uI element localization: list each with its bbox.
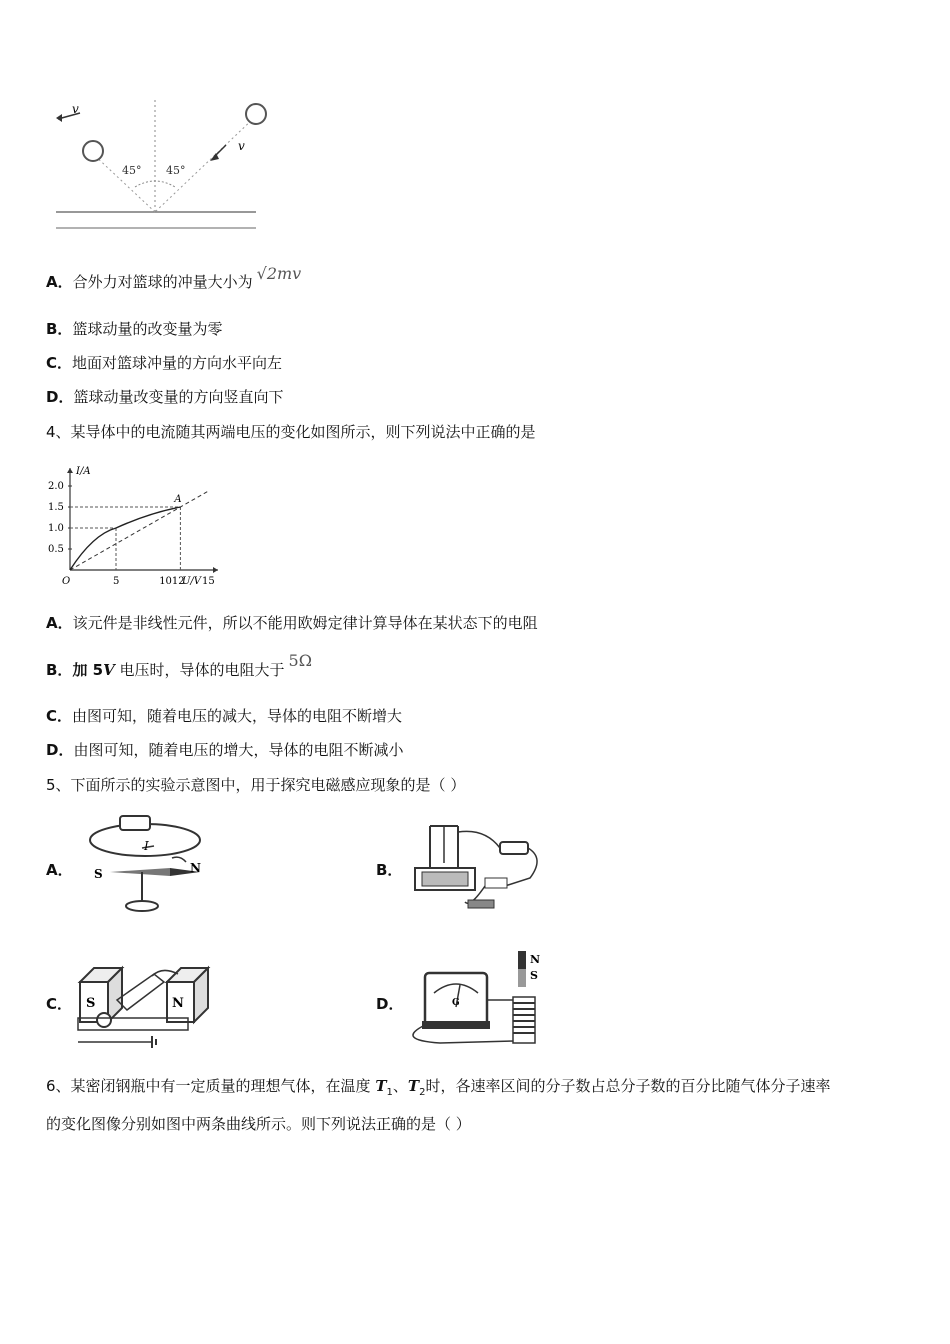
q4-option-c xyxy=(46,706,402,726)
q5-stem: 5、下面所示的实验示意图中，用于探究电磁感应现象的是（ ） xyxy=(46,776,466,794)
angle-label-left: 45° xyxy=(122,164,142,177)
q6-stem-line2: 的变化图像分别如图中两条曲线所示。则下列说法正确的是（ ） xyxy=(46,1115,471,1133)
temp-t2-sub: 2 xyxy=(419,1087,426,1098)
q5-figure-c xyxy=(72,952,217,1057)
q4-stem: 4、某导体中的电流随其两端电压的变化如图所示，则下列说法中正确的是 xyxy=(46,423,536,441)
ball-left xyxy=(83,141,103,161)
velocity-label-left: v xyxy=(72,102,79,116)
rheostat-icon xyxy=(468,900,494,908)
current-label: I xyxy=(144,839,149,853)
option-text: 篮球动量的改变量为零 xyxy=(72,320,223,338)
velocity-arrow-right xyxy=(214,145,226,157)
temp-t1-sub: 1 xyxy=(386,1087,393,1098)
q3-option-c xyxy=(46,353,282,373)
arrow-head-left xyxy=(56,114,62,122)
iv-chart xyxy=(44,450,224,585)
option-text: 电压时，导体的电阻大于 xyxy=(114,661,285,679)
compass-needle xyxy=(110,868,170,876)
q5-figure-a xyxy=(80,810,230,920)
option-label: D． xyxy=(46,388,74,406)
basketball-bounce-figure xyxy=(40,95,280,235)
temp-t1: T xyxy=(375,1077,387,1095)
reflected-path xyxy=(92,153,155,212)
stand-base xyxy=(126,901,158,911)
ball-right xyxy=(246,104,266,124)
q5-figure-d xyxy=(400,945,560,1055)
option-label: A． xyxy=(46,273,73,291)
lead-wire xyxy=(458,831,500,848)
q5-option-a-label: A． xyxy=(46,861,73,879)
option-text: 地面对篮球冲量的方向水平向左 xyxy=(72,354,283,372)
q6-sep: 、 xyxy=(392,1077,408,1095)
y-tick-label: 0.5 xyxy=(48,544,64,555)
math-expression: √2mv xyxy=(256,264,302,283)
angle-label-right: 45° xyxy=(166,164,186,177)
bar-magnet-south xyxy=(518,969,526,987)
option-pre: 加 5 xyxy=(72,661,104,679)
q6-text-post: 时，各速率区间的分子数占总分子数的百分比随气体分子速率 xyxy=(425,1077,831,1095)
option-label: D． xyxy=(46,741,74,759)
velocity-label-right: v xyxy=(238,139,245,153)
math-expression: 5Ω xyxy=(288,651,312,670)
y-tick-label: 2.0 xyxy=(48,481,64,492)
q6-text-pre: 6、某密闭钢瓶中有一定质量的理想气体，在温度 xyxy=(46,1077,376,1095)
pole-label-s: S xyxy=(530,969,538,982)
option-text: 由图可知，随着电压的减大，导体的电阻不断增大 xyxy=(72,707,403,725)
option-text: 合外力对篮球的冲量大小为 xyxy=(72,273,253,291)
q3-option-d xyxy=(46,387,283,407)
rotation-arrow xyxy=(172,857,186,862)
pole-label-s: S xyxy=(86,996,96,1011)
x-tick-label: 15 xyxy=(202,576,215,585)
option-label: A． xyxy=(46,614,73,632)
x-tick-label: 5 xyxy=(113,576,120,585)
option-text: 由图可知，随着电压的增大，导体的电阻不断减小 xyxy=(73,741,404,759)
x-axis-label: U/V xyxy=(182,576,202,585)
coil-frame xyxy=(117,974,164,1010)
option-label: C． xyxy=(46,707,73,725)
option-text: 篮球动量改变量的方向竖直向下 xyxy=(73,388,284,406)
y-tick-label: 1.5 xyxy=(48,502,64,513)
galvanometer-base xyxy=(422,1021,490,1029)
q5-option-d-label: D． xyxy=(376,995,404,1013)
pole-label-n: N xyxy=(172,996,184,1011)
q5-option-b-label: B． xyxy=(376,861,403,879)
x-tick-label: 1012 xyxy=(159,576,185,585)
q3-option-b xyxy=(46,319,222,339)
y-axis-label: I/A xyxy=(76,466,91,477)
q4-option-b xyxy=(46,651,312,680)
q5-option-c-label: C． xyxy=(46,995,73,1013)
origin-label: O xyxy=(62,576,71,585)
pole-label-n: N xyxy=(530,953,541,966)
x-axis-arrow xyxy=(213,567,218,573)
battery-icon xyxy=(120,816,150,830)
battery-icon xyxy=(500,842,528,854)
temp-t2: T xyxy=(407,1077,420,1095)
q3-option-a xyxy=(46,264,302,292)
point-a-label: A xyxy=(174,494,182,505)
unit-variable: V xyxy=(103,661,115,679)
q4-option-a xyxy=(46,613,538,633)
y-tick-label: 1.0 xyxy=(48,523,64,534)
option-label: B． xyxy=(46,320,73,338)
series-line-through-a xyxy=(70,491,208,570)
q5-figure-b xyxy=(400,808,550,918)
q6-stem-line1 xyxy=(46,1076,830,1103)
option-text: 该元件是非线性元件，所以不能用欧姆定律计算导体在某状态下的电阻 xyxy=(72,614,538,632)
magnet-block xyxy=(422,872,468,886)
pole-label-n: N xyxy=(190,861,201,875)
q4-option-d xyxy=(46,740,403,760)
pole-label-s: S xyxy=(94,867,103,881)
option-label: C． xyxy=(46,354,73,372)
y-axis-arrow xyxy=(67,468,73,473)
galvanometer-label: G xyxy=(452,998,460,1008)
slip-ring xyxy=(97,1013,111,1027)
option-label: B． xyxy=(46,661,73,679)
switch-icon xyxy=(485,878,507,888)
